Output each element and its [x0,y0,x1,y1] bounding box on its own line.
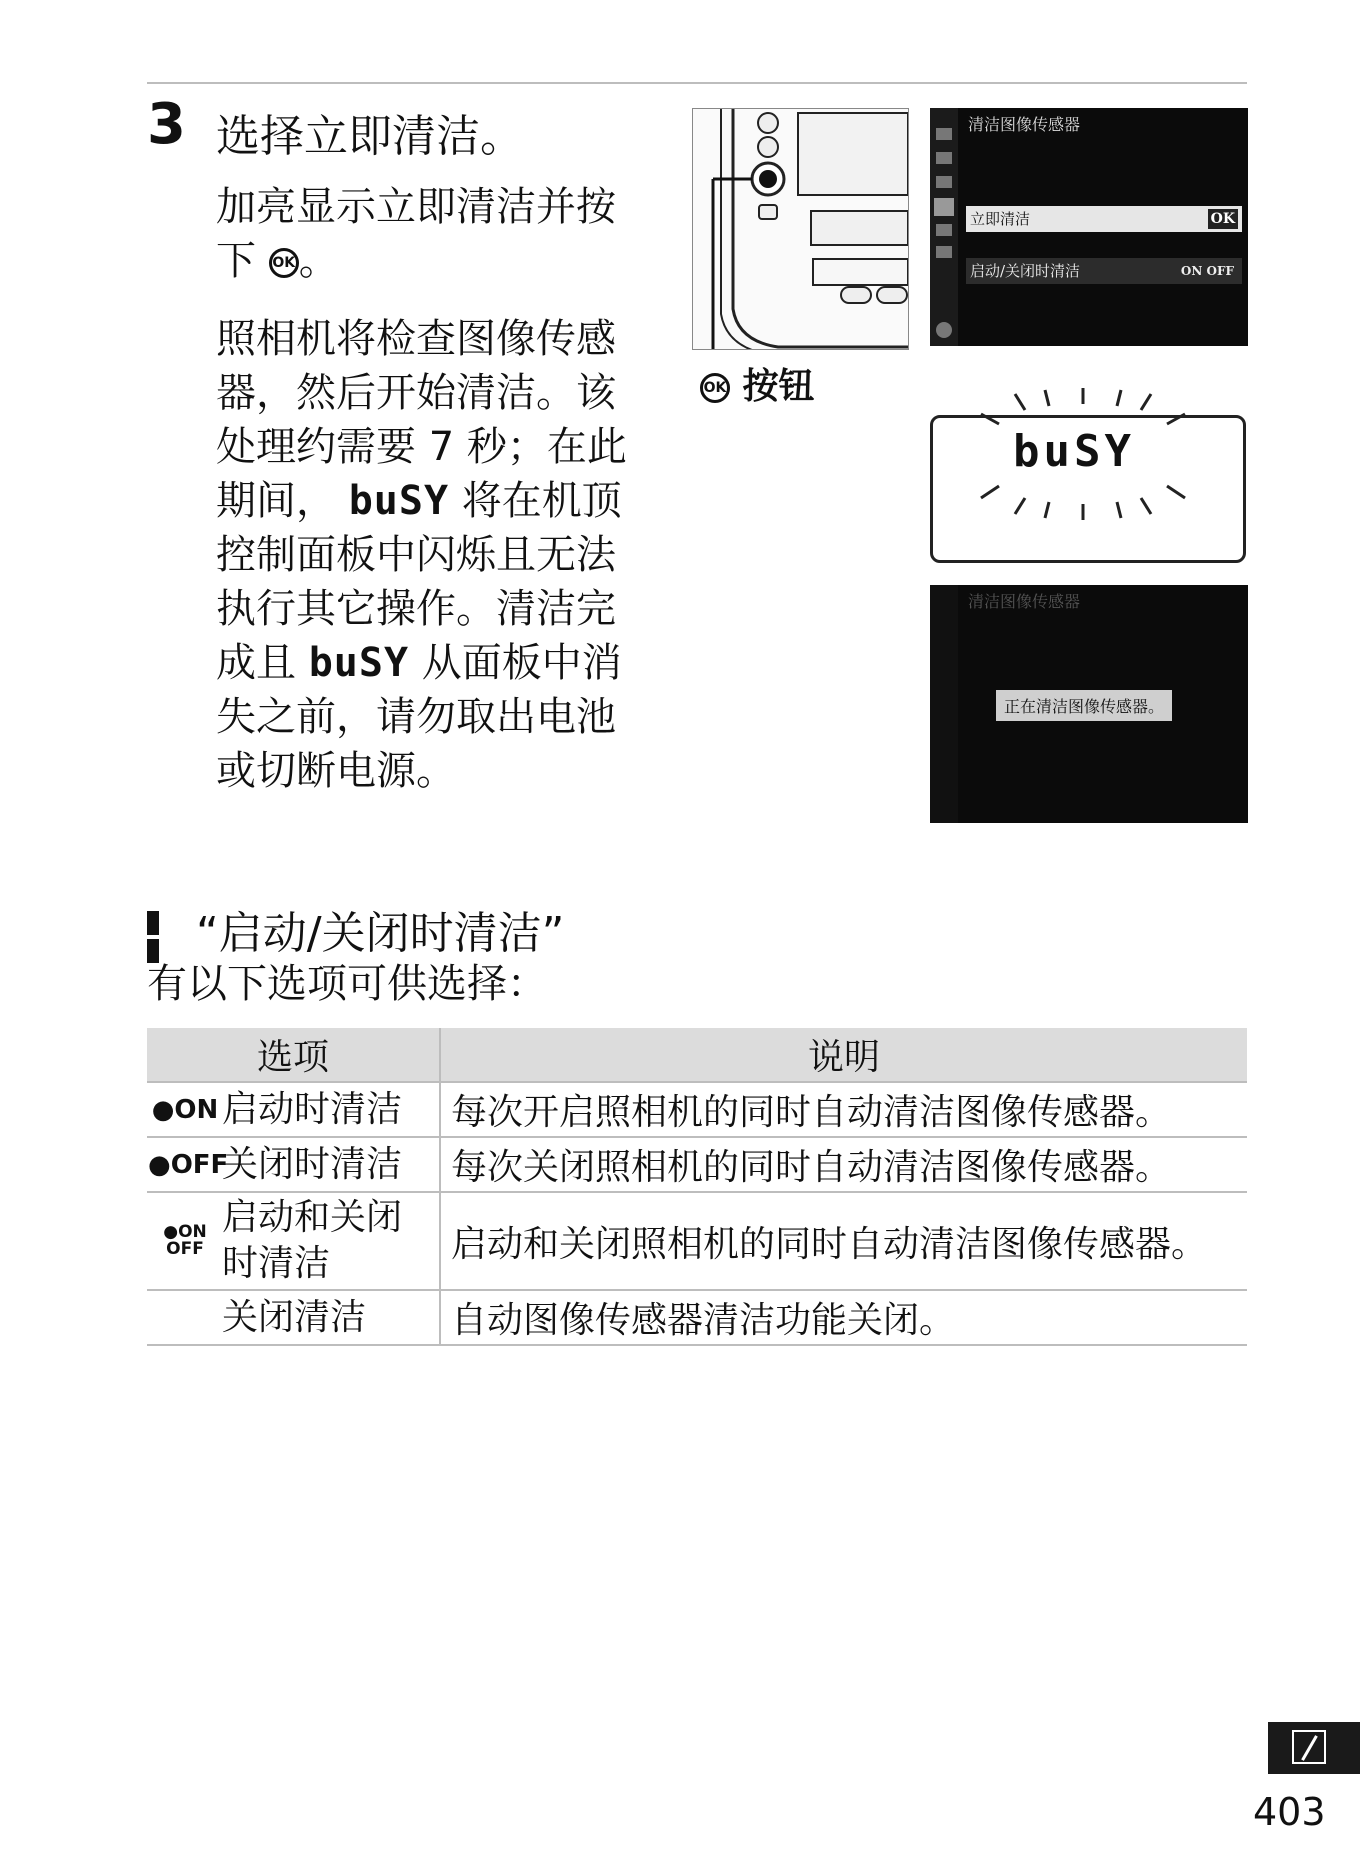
menu-screen-clean-sensor [930,108,1248,346]
table-header-option: 选项 [147,1028,440,1082]
busy-indicator-text: buSY [308,640,410,686]
ok-badge: OK [1208,209,1238,229]
menu-title: 清洁图像传感器 [968,592,1081,611]
page-number: 403 [1253,1790,1326,1834]
option-description: 每次关闭照相机的同时自动清洁图像传感器。 [440,1137,1247,1192]
option-description: 每次开启照相机的同时自动清洁图像传感器。 [440,1082,1247,1137]
description-line: 器，然后开始清洁。该 [216,370,616,416]
chapter-tab [1268,1722,1360,1774]
instruction-line: 加亮显示立即清洁并按 [216,184,616,230]
option-label: 启动时清洁 [222,1088,403,1130]
table-row [147,1192,1247,1290]
clean-on-icon: ●ON [151,1094,219,1125]
description-line: 控制面板中闪烁且无法 [216,532,616,578]
camera-back-illustration [692,108,909,350]
description-paragraph [216,312,676,798]
clean-on-off-icon: ●ON OFF [163,1222,207,1259]
table-row [147,1082,1247,1137]
option-label: 启动和关闭 时清洁 [222,1197,403,1284]
busy-panel-text: buSY [1013,426,1135,477]
menu-item-clean-now[interactable] [966,206,1242,232]
option-description: 启动和关闭照相机的同时自动清洁图像传感器。 [440,1192,1247,1290]
step-number: 3 [147,92,186,157]
description-text: 从面板中消 [421,640,622,686]
option-label: 关闭时清洁 [222,1143,403,1185]
description-line: 或切断电源。 [216,748,456,794]
description-line [216,636,676,690]
description-text: 成且 [216,640,296,686]
table-header-description: 说明 [440,1028,1247,1082]
option-label: 关闭清洁 [222,1296,367,1338]
description-line: 照相机将检查图像传感 [216,316,616,362]
table-row [147,1137,1247,1192]
menu-screen-cleaning-in-progress [930,585,1248,823]
menu-item-label: 立即清洁 [970,210,1031,228]
ok-button-icon: OK [700,373,730,403]
option-description: 自动图像传感器清洁功能关闭。 [440,1290,1247,1345]
control-panel-display [930,415,1246,563]
description-text: 将在机顶 [461,478,622,524]
instruction-text: 下 [216,238,256,284]
description-line: 失之前，请勿取出电池 [216,694,616,740]
description-line [216,474,676,528]
section-intro: 有以下选项可供选择： [147,961,547,1007]
clean-off-icon: ●OFF [148,1149,229,1180]
cleaning-message: 正在清洁图像传感器。 [996,690,1172,721]
setup-menu-icon [1292,1730,1326,1764]
blink-rays [933,388,1249,588]
description-text: 期间， [216,478,336,524]
menu-side-tabs [930,108,958,346]
top-rule [147,82,1247,84]
description-line: 处理约需要 7 秒；在此 [216,424,627,470]
menu-tab-icons [930,108,958,346]
section-title: “启动/关闭时清洁” [196,908,565,959]
menu-item-label: 启动/关闭时清洁 [970,262,1081,280]
on-off-icon: ON OFF [1180,264,1234,278]
step-title: 选择立即清洁。 [216,111,524,162]
camera-drawing [693,109,908,349]
ok-button-icon: OK [269,248,299,278]
instruction-paragraph [216,180,676,288]
instruction-text: 。 [298,238,339,284]
description-line: 执行其它操作。清洁完 [216,586,616,632]
menu-side-tabs [930,585,958,823]
section-marker-icon [147,911,177,935]
table-row [147,1290,1247,1345]
menu-item-clean-startup-shutdown[interactable] [966,258,1242,284]
options-table [147,1028,1247,1346]
menu-title: 清洁图像传感器 [968,115,1081,134]
ok-button-caption [700,358,815,409]
instruction-line [216,234,676,288]
caption-text: 按钮 [742,366,815,407]
busy-indicator-text: buSY [348,478,450,524]
